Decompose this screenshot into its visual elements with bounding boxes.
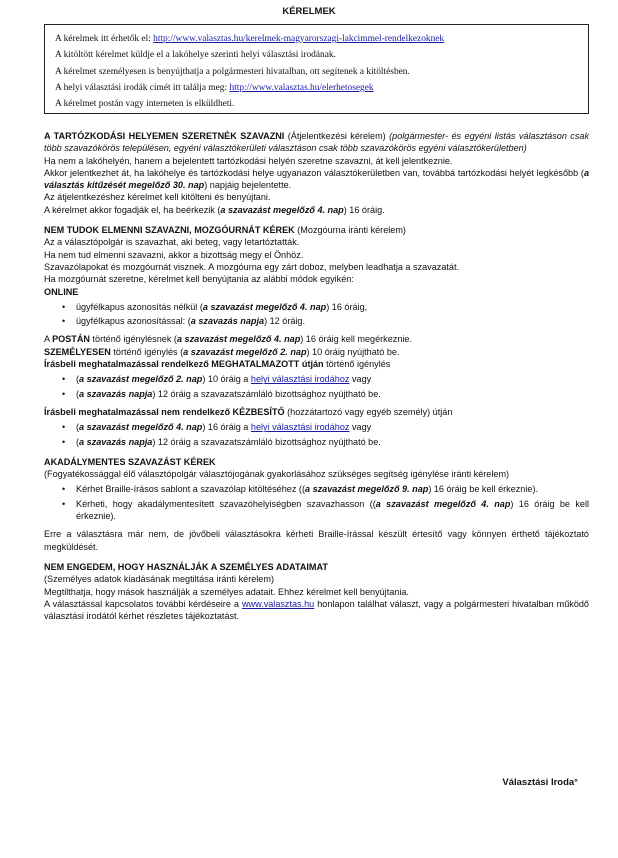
info-line-2: A kitöltött kérelmet küldje el a lakóhelye szerinti helyi választási irodának. <box>55 50 336 61</box>
paragraph: Az átjelentkezéshez kérelmet kell kitölteni és benyújtani. <box>44 192 271 203</box>
section-mobile-ballot <box>44 224 589 448</box>
paragraph-proxy: Írásbeli meghatalmazással rendelkező MEGHATALMAZOTT útján történő igénylés <box>44 359 391 370</box>
paragraph: Ha mozgóurnát szeretne, kérelmet kell benyújtania az alábbi módok egyikén: <box>44 274 354 285</box>
paragraph: Ha nem a lakóhelyén, hanem a bejelentett tartózkodási helyén szeretne szavazni, át kell jelentkeznie. <box>44 155 453 166</box>
paragraph-courier: Írásbeli meghatalmazással nem rendelkező KÉZBESÍTŐ (hozzátartozó vagy egyéb személy) útján <box>44 406 453 417</box>
online-list <box>44 301 589 328</box>
proxy-list <box>44 373 589 400</box>
list-item: • ügyfélkapus azonosítással: (a szavazás napja) 12 óráig. <box>44 315 589 327</box>
online-heading: ONLINE <box>44 286 79 297</box>
valasztas-link[interactable]: www.valasztas.hu <box>241 598 315 609</box>
paragraph: Megtilthatja, hogy mások használják a személyes adatait. Ehhez kérelmet kell benyújtania. <box>44 586 409 597</box>
paragraph: Szavazólapokat és mozgóurnát visznek. A mozgóurna egy zárt doboz, melyben leadhatja a szavazatát. <box>44 261 460 272</box>
paragraph: A kérelmet akkor fogadják el, ha beérkezik (a szavazást megelőző 4. nap) 16 óráig. <box>44 204 385 215</box>
list-item: • (a szavazást megelőző 4. nap) 16 óráig a helyi választási irodához vagy <box>44 421 589 433</box>
paragraph: Az a választópolgár is szavazhat, aki beteg, vagy letartóztatták. <box>44 237 300 248</box>
section-heading: NEM ENGEDEM, HOGY HASZNÁLJÁK A SZEMÉLYES ADATAIMAT <box>44 561 328 572</box>
section-personal-data <box>44 561 589 622</box>
list-item: • (a szavazás napja) 12 óráig a szavazatszámláló bizottsághoz nyújtható be. <box>44 388 589 400</box>
info-line-5: A kérelmet postán vagy interneten is elküldheti. <box>55 99 235 110</box>
list-item: • (a szavazás napja) 12 óráig a szavazatszámláló bizottsághoz nyújtható be. <box>44 436 589 448</box>
local-office-link[interactable]: helyi választási irodához <box>250 422 350 433</box>
section-subtitle: (Fogyatékossággal élő választópolgár választójogának gyakorlásához szükséges segítség igénylése iránti kérelem) <box>44 469 510 480</box>
section-accessible <box>44 456 589 553</box>
page-title: KÉRELMEK <box>282 6 336 17</box>
info-box <box>44 24 589 114</box>
content <box>44 130 589 630</box>
paragraph-post: A POSTÁN történő igénylésnek (a szavazást megelőző 4. nap) 16 óráig kell megérkeznie. <box>44 334 412 345</box>
info-line-1: A kérelmek itt érhetők el: http://www.valasztas.hu/kerelmek-magyarorszagi-lakcimmel-rendelkezoknek <box>55 34 445 44</box>
info-line-3: A kérelmet személyesen is benyújthatja a polgármesteri hivatalban, ott segítenek a kitöltésben. <box>55 66 410 77</box>
local-office-link[interactable]: helyi választási irodához <box>250 374 350 385</box>
section-heading: NEM TUDOK ELMENNI SZAVAZNI, MOZGÓURNÁT KÉREK (Mozgóurna iránti kérelem) <box>44 225 406 236</box>
paragraph: Akkor jelentkezhet át, ha lakóhelye és tartózkodási helye ugyanazon választókerületben van, továbbá tartózkodási helyét legkésőbb (a választás kitűzését megelőző 30. nap) napjáig bejelentette. <box>44 167 589 191</box>
section-heading: AKADÁLYMENTES SZAVAZÁST KÉREK <box>44 456 216 467</box>
signature: Választási Iroda° <box>502 777 578 788</box>
paragraph: Ha nem tud elmenni szavazni, akkor a bizottság megy el Önhöz. <box>44 249 304 260</box>
accessible-list <box>44 483 589 522</box>
list-item: • ügyfélkapus azonosítás nélkül (a szavazást megelőző 4. nap) 16 óráig, <box>44 301 589 313</box>
section-relocation <box>44 130 589 216</box>
section-subtitle: (Személyes adatok kiadásának megtiltása iránti kérelem) <box>44 574 274 585</box>
paragraph: A választással kapcsolatos további kérdéseire a www.valasztas.hu honlapon találhat választ, vagy a polgármesteri hivatalban működő választási irodától kérhet részletes tájékoztatást. <box>44 598 589 622</box>
list-item: • Kérheti, hogy akadálymentesített szavazóhelyiségben szavazhasson ((a szavazást megelőző 4. nap) 16 óráig be kell érkeznie). <box>44 498 589 523</box>
info-line-4: A helyi választási irodák címét itt találja meg: http://www.valasztas.hu/elerhetosegek <box>55 82 374 93</box>
courier-list <box>44 421 589 448</box>
paragraph: Erre a választásra már nem, de jövőbeli választásokra kérheti Braille-írással készült értesítő vagy könnyen érthető tájékoztató megküldését. <box>44 529 589 552</box>
list-item: • Kérhet Braille-írásos sablont a szavazólap kitöltéséhez ((a szavazást megelőző 9. nap) 16 óráig be kell érkeznie). <box>44 483 589 495</box>
list-item: • (a szavazást megelőző 2. nap) 10 óráig a helyi választási irodához vagy <box>44 373 589 385</box>
requests-link[interactable]: http://www.valasztas.hu/kerelmek-magyarorszagi-lakcimmel-rendelkezoknek <box>153 34 445 44</box>
paragraph-personal: SZEMÉLYESEN történő igénylés (a szavazást megelőző 2. nap) 10 óráig nyújtható be. <box>44 346 400 357</box>
section-heading: A TARTÓZKODÁSI HELYEMEN SZERETNÉK SZAVAZNI (Átjelentkezési kérelem) (polgármester- és egyéni listás választáson csak több szavazókörös településen, egyéni választókerületi választáson csak több szavazókörös egyéni választókerületben) <box>44 131 589 154</box>
contacts-link[interactable]: http://www.valasztas.hu/elerhetosegek <box>229 82 374 93</box>
